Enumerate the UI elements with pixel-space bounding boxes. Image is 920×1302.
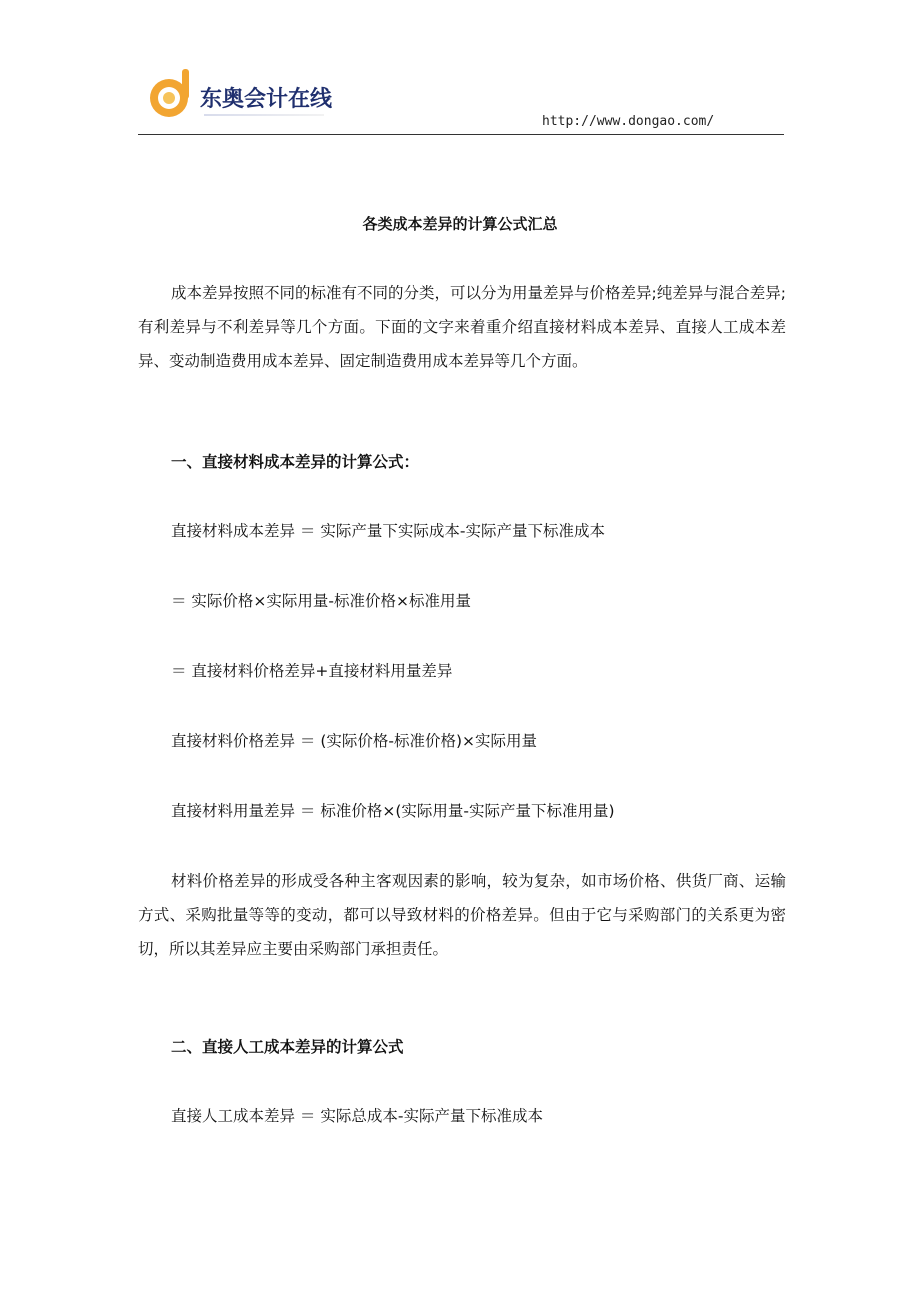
logo-text: 东奥会计在线	[200, 87, 333, 112]
formula-line: ＝ 实际价格×实际用量-标准价格×标准用量	[171, 592, 471, 610]
formula-line: 直接材料价格差异 ＝ (实际价格-标准价格)×实际用量	[171, 732, 538, 750]
formula-line: 直接人工成本差异 ＝ 实际总成本-实际产量下标准成本	[171, 1107, 543, 1125]
document-title: 各类成本差异的计算公式汇总	[362, 215, 558, 233]
formula-line: 直接材料成本差异 ＝ 实际产量下实际成本-实际产量下标准成本	[171, 522, 605, 540]
logo-underline	[204, 114, 324, 116]
section-2-heading: 二、直接人工成本差异的计算公式	[171, 1038, 404, 1056]
formula-line: 直接材料用量差异 ＝ 标准价格×(实际用量-实际产量下标准用量)	[171, 802, 615, 820]
dongao-logo-icon	[146, 66, 196, 120]
page-header	[138, 66, 784, 136]
header-divider	[138, 134, 784, 135]
intro-paragraph: 成本差异按照不同的标准有不同的分类，可以分为用量差异与价格差异;纯差异与混合差异;有利差异与不利差异等几个方面。下面的文字来着重介绍直接材料成本差异、直接人工成本差异、变动制造费用成本差异、固定制造费用成本差异等几个方面。	[138, 284, 786, 370]
site-url-link[interactable]: http://www.dongao.com/	[542, 114, 715, 129]
dongao-logo[interactable]	[146, 66, 346, 126]
section-1-heading: 一、直接材料成本差异的计算公式：	[171, 453, 420, 471]
material-price-note: 材料价格差异的形成受各种主客观因素的影响，较为复杂，如市场价格、供货厂商、运输方式、采购批量等等的变动，都可以导致材料的价格差异。但由于它与采购部门的关系更为密切，所以其差异应主要由采购部门承担责任。	[138, 872, 786, 958]
formula-line: ＝ 直接材料价格差异+直接材料用量差异	[171, 662, 453, 680]
